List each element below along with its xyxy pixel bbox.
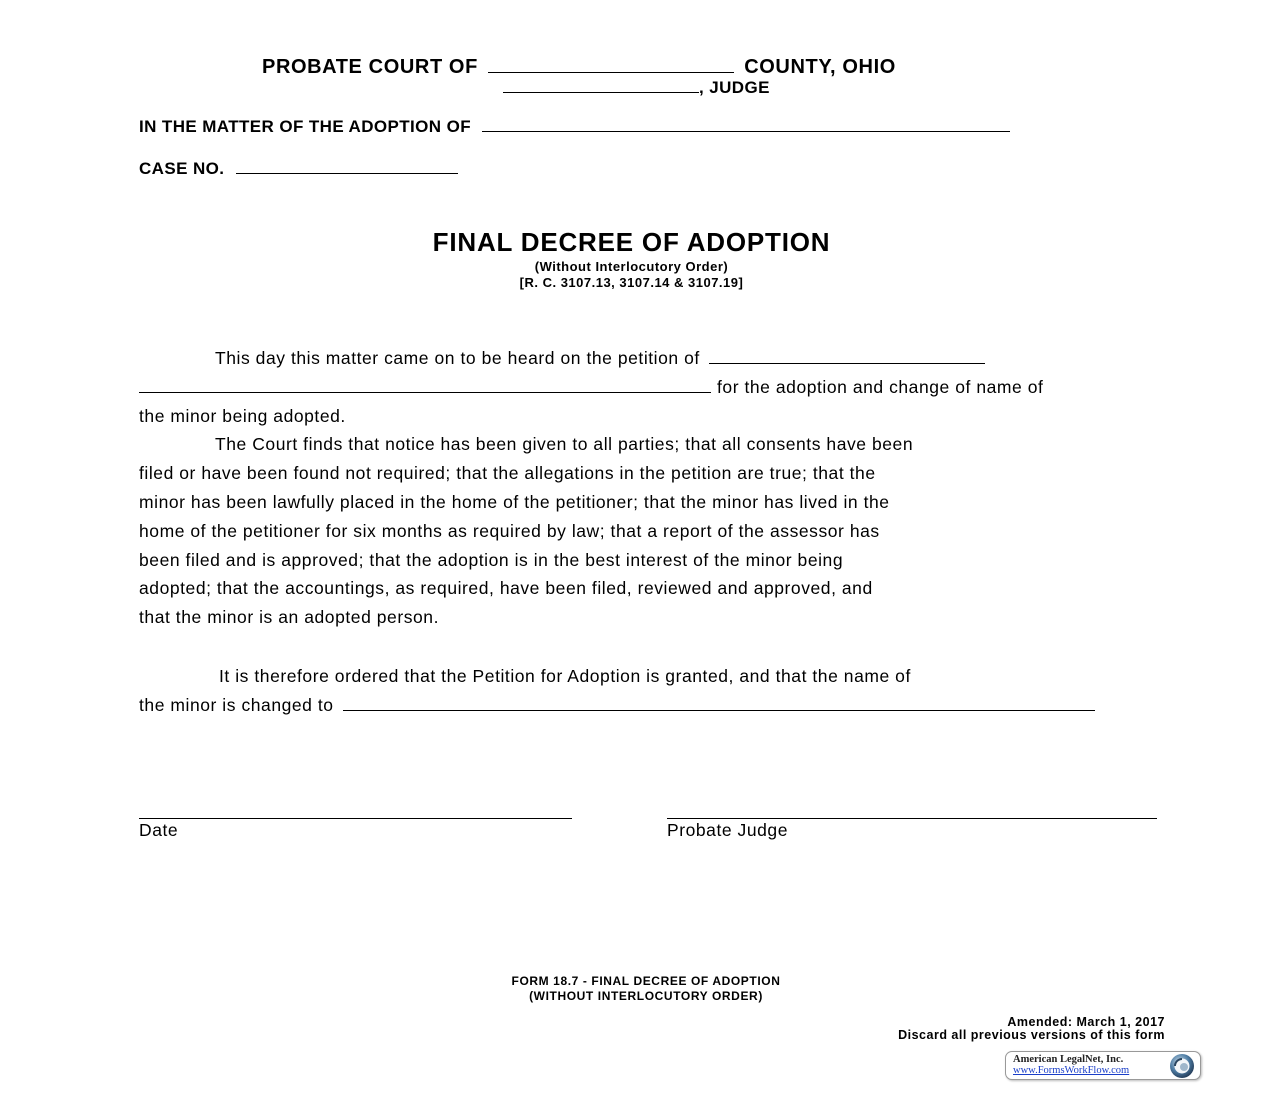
document-title: FINAL DECREE OF ADOPTION — [432, 227, 831, 257]
case-number-field[interactable] — [236, 172, 458, 174]
probate-judge-label: Probate Judge — [667, 820, 788, 840]
court-prefix: PROBATE COURT OF — [262, 56, 478, 78]
petitioner-name-field-1[interactable] — [709, 362, 985, 364]
judge-suffix: , JUDGE — [699, 78, 770, 97]
badge-url-link[interactable]: www.FormsWorkFlow.com — [1013, 1065, 1130, 1076]
petitioner-name-field-2[interactable] — [139, 391, 711, 393]
form-number: FORM 18.7 - FINAL DECREE OF ADOPTION — [511, 974, 781, 988]
matter-label: IN THE MATTER OF THE ADOPTION OF — [139, 117, 472, 136]
findings-line-7: that the minor is an adopted person. — [139, 607, 439, 627]
matter-line — [139, 117, 1010, 137]
statute-reference: [R. C. 3107.13, 3107.14 & 3107.19] — [519, 275, 744, 290]
date-label: Date — [139, 820, 179, 840]
judge-line — [503, 78, 770, 98]
findings-line-6: adopted; that the accountings, as required, have been filed, reviewed and approved, and — [139, 578, 873, 598]
petition-text-2: for the adoption and change of name of — [717, 377, 1044, 397]
document-subtitle: (Without Interlocutory Order) — [534, 259, 729, 274]
discard-notice: Discard all previous versions of this form — [898, 1028, 1165, 1042]
globe-logo-icon — [1169, 1053, 1195, 1084]
amended-date: Amended: March 1, 2017 — [1007, 1015, 1165, 1029]
adoptee-name-field[interactable] — [482, 130, 1010, 132]
petition-line-2 — [139, 373, 1043, 402]
date-signature-line[interactable] — [139, 818, 572, 819]
case-label: CASE NO. — [139, 159, 225, 178]
order-line-1: It is therefore ordered that the Petition for Adoption is granted, and that the name of — [219, 666, 911, 686]
petition-text-1: This day this matter came on to be heard on the petition of — [215, 348, 700, 368]
order-line-2 — [139, 691, 1095, 720]
findings-line-4: home of the petitioner for six months as required by law; that a report of the assessor has — [139, 521, 880, 541]
county-field[interactable] — [488, 71, 734, 73]
legalnet-badge[interactable] — [1005, 1051, 1201, 1080]
petition-line-1 — [215, 344, 985, 373]
new-name-field[interactable] — [343, 709, 1095, 711]
findings-line-2: filed or have been found not required; that the allegations in the petition are true; that the — [139, 463, 876, 483]
badge-company: American LegalNet, Inc. — [1013, 1054, 1124, 1065]
court-suffix: COUNTY, OHIO — [744, 56, 896, 78]
petition-text-3: the minor being adopted. — [139, 406, 346, 426]
order-text-2: the minor is changed to — [139, 695, 334, 715]
form-subtitle: (WITHOUT INTERLOCUTORY ORDER) — [529, 989, 763, 1003]
findings-line-1: The Court finds that notice has been given to all parties; that all consents have been — [215, 434, 914, 454]
findings-line-3: minor has been lawfully placed in the home of the petitioner; that the minor has lived in the — [139, 492, 890, 512]
court-heading — [262, 56, 896, 79]
case-line — [139, 159, 458, 179]
findings-line-5: been filed and is approved; that the adoption is in the best interest of the minor being — [139, 550, 844, 570]
judge-name-field[interactable] — [503, 91, 699, 93]
